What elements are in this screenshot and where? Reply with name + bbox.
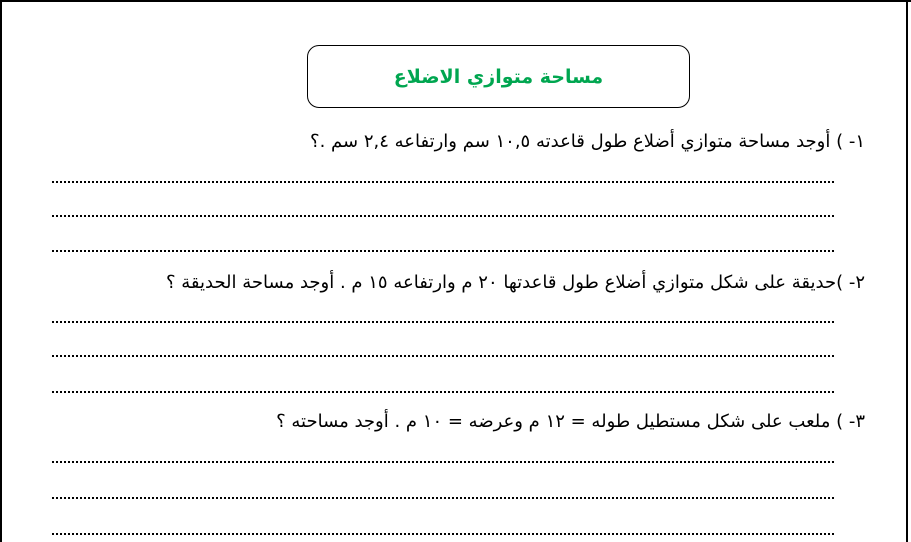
answer-line (52, 181, 834, 183)
answer-line (52, 355, 834, 357)
answer-line (52, 215, 834, 217)
page-border-left (0, 0, 2, 542)
answer-line (52, 461, 834, 463)
question-2: ٢- )حديقة على شكل متوازي أضلاع طول قاعدتها ٢٠ م وارتفاعه ١٥ م . أوجد مساحة الحديقة ؟ (165, 272, 865, 293)
question-3: ٣- ) ملعب على شكل مستطيل طوله = ١٢ م وعرضه = ١٠ م . أوجد مساحته ؟ (276, 411, 865, 432)
page-border-top (0, 0, 911, 2)
question-1: ١- ) أوجد مساحة متوازي أضلاع طول قاعدته ١٠,٥ سم وارتفاعه ٢,٤ سم .؟ (310, 131, 865, 152)
answer-line (52, 391, 834, 393)
answer-line (52, 497, 834, 499)
worksheet-title: مساحة متوازي الاضلاع (393, 65, 604, 88)
answer-line (52, 321, 834, 323)
title-box (307, 45, 690, 108)
answer-line (52, 533, 834, 535)
answer-line (52, 250, 834, 252)
page-border-right (906, 0, 908, 542)
